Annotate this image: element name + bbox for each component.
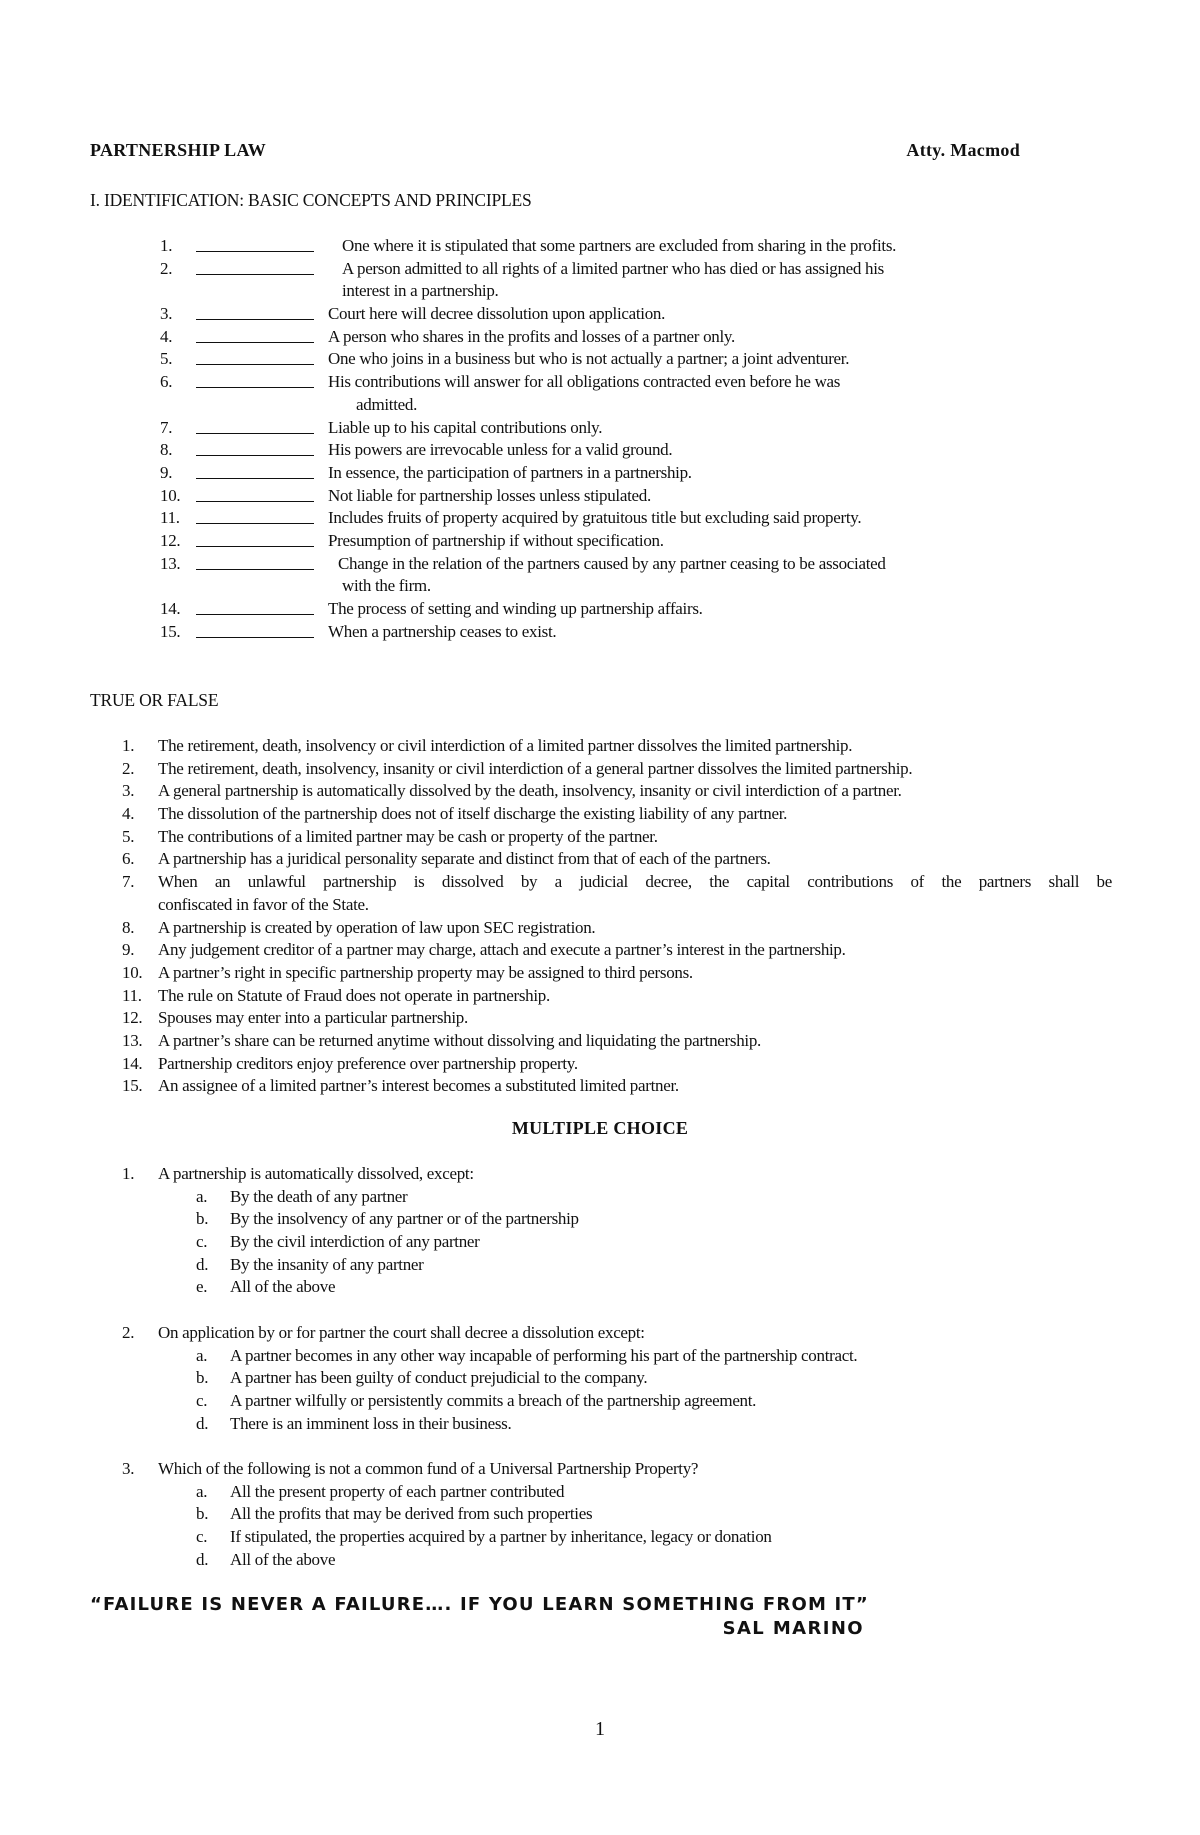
item-number: 9. (122, 940, 135, 960)
item-text: A person admitted to all rights of a limited partner who has died or has assigned his (342, 258, 885, 278)
item-text: Presumption of partnership if without specification. (328, 530, 664, 550)
item-text: A partnership is created by operation of law upon SEC registration. (158, 917, 596, 937)
identification-item (160, 417, 1060, 440)
item-number: 4. (122, 804, 135, 824)
question-number: 1. (122, 1164, 135, 1183)
item-number: 6. (122, 849, 135, 869)
question-spacer (122, 1435, 1022, 1458)
page-number: 1 (595, 1718, 605, 1740)
multiple-choice-section-title: MULTIPLE CHOICE (511, 1118, 689, 1138)
identification-item (160, 598, 1060, 621)
option-letter: c. (196, 1390, 208, 1410)
identification-item (160, 303, 1060, 326)
item-text-continuation: confiscated in favor of the State. (158, 894, 369, 914)
mc-option (122, 1254, 1022, 1277)
question-text: A partnership is automatically dissolved, except: (158, 1164, 474, 1183)
true-false-section-title: TRUE OR FALSE (90, 690, 219, 710)
item-number: 13. (122, 1030, 143, 1050)
option-letter: a. (196, 1345, 208, 1365)
option-letter: c. (196, 1232, 208, 1252)
item-number: 11. (160, 508, 180, 528)
item-text-continuation: admitted. (356, 394, 418, 414)
answer-blank[interactable] (196, 523, 314, 524)
option-text: A partner wilfully or persistently commits a breach of the partnership agreement. (230, 1390, 757, 1410)
mc-option (122, 1208, 1022, 1231)
item-number: 5. (122, 826, 135, 846)
mc-option (122, 1503, 1022, 1526)
item-text: Includes fruits of property acquired by gratuitous title but excluding said property. (328, 508, 862, 528)
question-text: On application by or for partner the court shall decree a dissolution except: (158, 1322, 645, 1342)
question-number: 2. (122, 1322, 135, 1342)
answer-blank[interactable] (196, 501, 314, 502)
answer-blank[interactable] (196, 387, 314, 388)
mc-option (122, 1367, 1022, 1390)
identification-item-continuation (160, 280, 1060, 303)
quote-author: SAL MARINO (722, 1618, 864, 1639)
identification-item (160, 326, 1060, 349)
item-number: 3. (160, 304, 173, 324)
option-letter: a. (196, 1481, 208, 1501)
answer-blank[interactable] (196, 319, 314, 320)
mc-option (122, 1481, 1022, 1504)
item-number: 12. (122, 1008, 143, 1028)
document-title: PARTNERSHIP LAW (90, 140, 267, 160)
item-text: The contributions of a limited partner may be cash or property of the partner. (158, 826, 658, 846)
true-false-item (122, 735, 1112, 758)
true-false-item (122, 826, 1112, 849)
item-text: One who joins in a business but who is not actually a partner; a joint adventurer. (328, 349, 850, 369)
item-text: A partner’s right in specific partnership property may be assigned to third persons. (158, 962, 693, 982)
item-text: A general partnership is automatically dissolved by the death, insolvency, insanity or civil interdiction of a partner. (158, 781, 902, 801)
identification-item (160, 553, 1060, 576)
item-number: 2. (160, 258, 173, 278)
mc-option (122, 1231, 1022, 1254)
option-letter: d. (196, 1549, 209, 1569)
item-text: Not liable for partnership losses unless stipulated. (328, 485, 651, 505)
answer-blank[interactable] (196, 455, 314, 456)
item-number: 8. (160, 440, 173, 460)
item-text: When an unlawful partnership is dissolved by a judicial decree, the capital contributions of the partners shall be (158, 872, 1112, 892)
true-false-item (122, 939, 1112, 962)
item-number: 4. (160, 326, 173, 346)
item-number: 7. (122, 872, 135, 892)
true-false-item (122, 803, 1112, 826)
item-number: 7. (160, 417, 173, 437)
answer-blank[interactable] (196, 251, 314, 252)
true-false-list (122, 735, 1112, 1098)
option-letter: b. (196, 1209, 209, 1229)
option-text: All of the above (230, 1549, 336, 1569)
item-number: 9. (160, 462, 173, 482)
answer-blank[interactable] (196, 274, 314, 275)
answer-blank[interactable] (196, 478, 314, 479)
true-false-item (122, 1075, 1112, 1098)
item-text: Partnership creditors enjoy preference over partnership property. (158, 1053, 578, 1073)
item-text: When a partnership ceases to exist. (328, 621, 557, 641)
item-number: 8. (122, 917, 135, 937)
item-number: 13. (160, 553, 181, 573)
option-letter: a. (196, 1186, 208, 1206)
answer-blank[interactable] (196, 342, 314, 343)
document-author: Atty. Macmod (906, 140, 1020, 160)
item-text-continuation: with the firm. (342, 576, 431, 596)
identification-item (160, 258, 1060, 281)
item-text: In essence, the participation of partners in a partnership. (328, 462, 692, 482)
option-text: By the insolvency of any partner or of the partnership (230, 1209, 579, 1229)
identification-item (160, 621, 1060, 644)
mc-option (122, 1186, 1022, 1209)
option-letter: d. (196, 1254, 209, 1274)
identification-item (160, 530, 1060, 553)
item-number: 10. (122, 962, 143, 982)
item-number: 14. (122, 1053, 143, 1073)
identification-item (160, 371, 1060, 394)
item-text: Change in the relation of the partners caused by any partner ceasing to be associated (338, 553, 886, 573)
question-number: 3. (122, 1458, 135, 1478)
mc-option (122, 1390, 1022, 1413)
true-false-item (122, 848, 1112, 871)
true-false-item (122, 780, 1112, 803)
option-letter: b. (196, 1504, 209, 1524)
item-number: 15. (122, 1076, 143, 1096)
true-false-item (122, 962, 1112, 985)
identification-list (160, 235, 1060, 643)
option-letter: b. (196, 1368, 209, 1388)
item-number: 1. (160, 236, 173, 255)
document-header (90, 140, 1020, 161)
item-text: His powers are irrevocable unless for a valid ground. (328, 440, 673, 460)
mc-option (122, 1413, 1022, 1436)
option-letter: e. (196, 1277, 208, 1297)
option-text: If stipulated, the properties acquired by a partner by inheritance, legacy or donation (230, 1527, 772, 1546)
answer-blank[interactable] (196, 637, 314, 638)
identification-item-continuation (160, 394, 1060, 417)
mc-question (122, 1458, 1022, 1481)
identification-item (160, 348, 1060, 371)
mc-option (122, 1526, 1022, 1549)
answer-blank[interactable] (196, 433, 314, 434)
option-letter: c. (196, 1527, 208, 1546)
item-text: The retirement, death, insolvency, insanity or civil interdiction of a general partner dissolves the limited partnership. (158, 758, 913, 778)
identification-item (160, 507, 1060, 530)
true-false-item (122, 871, 1112, 894)
item-number: 15. (160, 621, 181, 641)
option-letter: d. (196, 1413, 209, 1433)
answer-blank[interactable] (196, 614, 314, 615)
item-number: 6. (160, 372, 173, 392)
item-number: 1. (122, 736, 135, 755)
item-number: 10. (160, 485, 181, 505)
option-text: By the civil interdiction of any partner (230, 1232, 480, 1252)
answer-blank[interactable] (196, 569, 314, 570)
identification-item (160, 235, 1060, 258)
item-text: The retirement, death, insolvency or civil interdiction of a limited partner dissolves the limited partnership. (158, 736, 853, 755)
option-text: All the present property of each partner contributed (230, 1481, 565, 1501)
option-text: All the profits that may be derived from such properties (230, 1504, 593, 1524)
item-text: Court here will decree dissolution upon application. (328, 304, 666, 324)
true-false-item (122, 1053, 1112, 1076)
identification-item-continuation (160, 575, 1060, 598)
item-text: Spouses may enter into a particular partnership. (158, 1008, 468, 1028)
item-text: An assignee of a limited partner’s interest becomes a substituted limited partner. (158, 1076, 679, 1096)
item-text: A partner’s share can be returned anytime without dissolving and liquidating the partnership. (158, 1030, 761, 1050)
item-text: Liable up to his capital contributions only. (328, 417, 603, 437)
item-text-continuation: interest in a partnership. (342, 281, 499, 301)
item-number: 3. (122, 781, 135, 801)
identification-item (160, 439, 1060, 462)
mc-option (122, 1549, 1022, 1572)
answer-blank[interactable] (196, 546, 314, 547)
answer-blank[interactable] (196, 364, 314, 365)
identification-item (160, 485, 1060, 508)
mc-question (122, 1163, 1022, 1186)
closing-quote: “FAILURE IS NEVER A FAILURE…. IF YOU LEARN SOMETHING FROM IT” (90, 1594, 869, 1615)
mc-option (122, 1276, 1022, 1299)
option-text: A partner has been guilty of conduct prejudicial to the company. (230, 1368, 648, 1388)
item-text: His contributions will answer for all obligations contracted even before he was (328, 372, 841, 392)
option-text: There is an imminent loss in their business. (230, 1413, 512, 1433)
item-text: A person who shares in the profits and losses of a partner only. (328, 326, 735, 346)
mc-option (122, 1345, 1022, 1368)
item-text: Any judgement creditor of a partner may charge, attach and execute a partner’s interest in the partnership. (158, 940, 846, 960)
item-number: 2. (122, 758, 135, 778)
true-false-item (122, 1007, 1112, 1030)
item-text: One where it is stipulated that some partners are excluded from sharing in the profits. (342, 236, 897, 255)
item-number: 5. (160, 349, 173, 369)
multiple-choice-list (122, 1163, 1022, 1571)
identification-item (160, 462, 1060, 485)
identification-section-title: I. IDENTIFICATION: BASIC CONCEPTS AND PRINCIPLES (90, 190, 532, 210)
option-text: By the death of any partner (230, 1186, 408, 1206)
true-false-item (122, 985, 1112, 1008)
question-spacer (122, 1299, 1022, 1322)
item-number: 12. (160, 530, 181, 550)
item-text: A partnership has a juridical personality separate and distinct from that of each of the partners. (158, 849, 771, 869)
item-number: 14. (160, 599, 181, 618)
true-false-item-continuation (122, 894, 1112, 917)
mc-question (122, 1322, 1022, 1345)
question-text: Which of the following is not a common fund of a Universal Partnership Property? (158, 1458, 699, 1478)
item-text: The dissolution of the partnership does not of itself discharge the existing liability of any partner. (158, 804, 788, 824)
option-text: By the insanity of any partner (230, 1254, 424, 1274)
true-false-item (122, 1030, 1112, 1053)
item-text: The process of setting and winding up partnership affairs. (328, 599, 703, 618)
item-text: The rule on Statute of Fraud does not operate in partnership. (158, 985, 550, 1005)
true-false-item (122, 917, 1112, 940)
option-text: All of the above (230, 1277, 336, 1297)
option-text: A partner becomes in any other way incapable of performing his part of the partnership contract. (230, 1345, 858, 1365)
item-number: 11. (122, 985, 142, 1005)
true-false-item (122, 758, 1112, 781)
